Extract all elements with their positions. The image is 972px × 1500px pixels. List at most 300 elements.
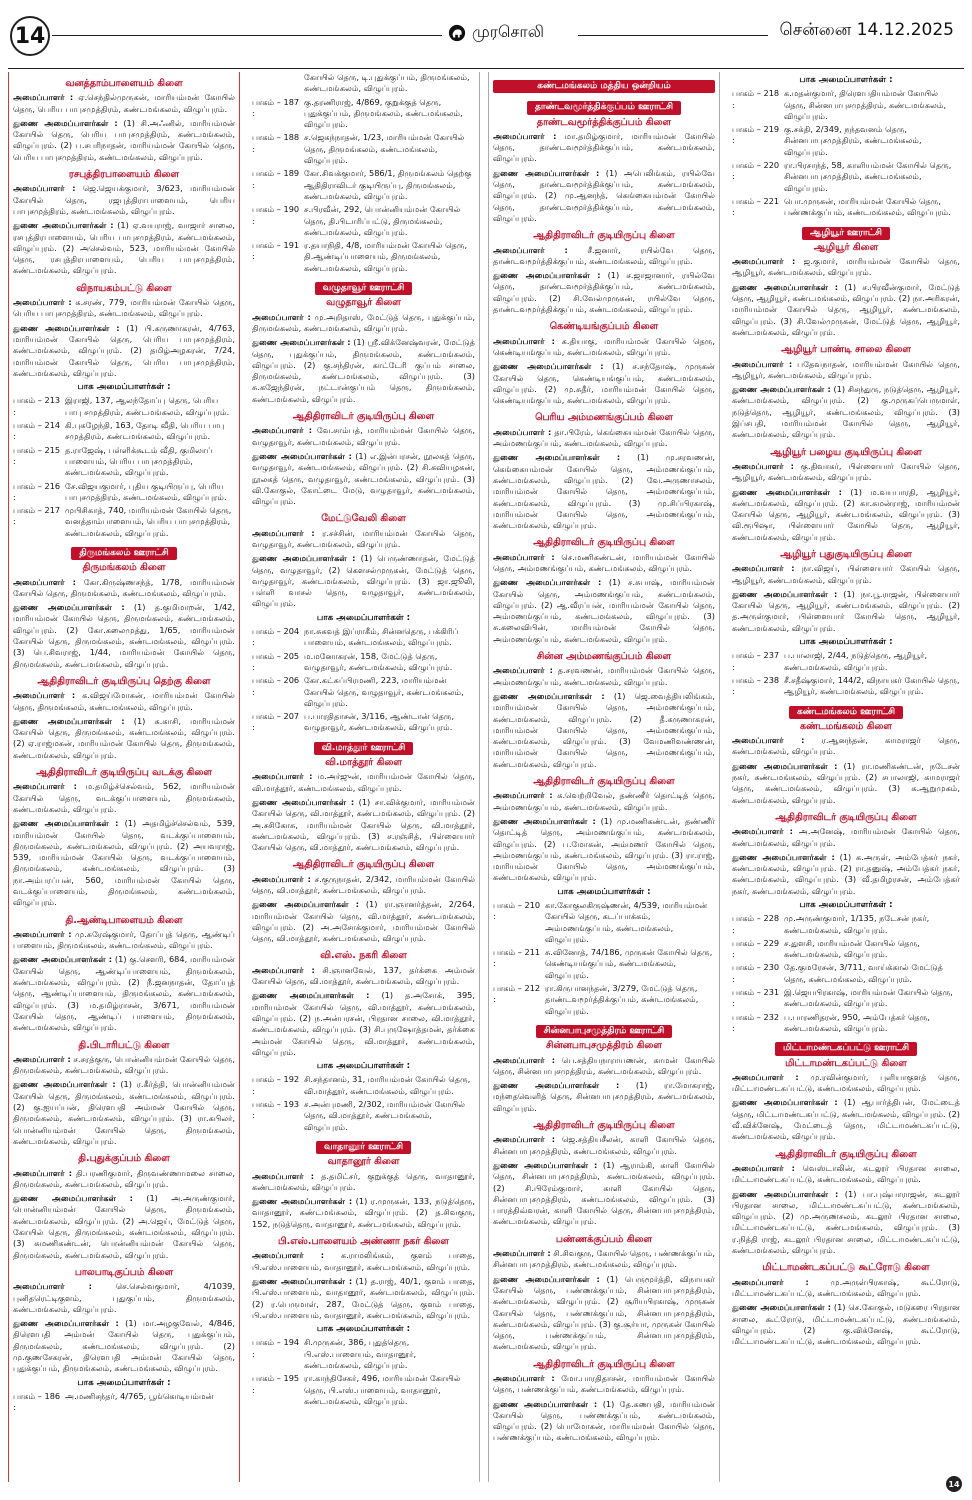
- organiser-details: (1) த.ராஜ், 40/1, குளம் பாதை, பி.எஸ்.பாளையம், வாதானூர், கண்டமங்கலம், விழுப்புரம். (2) ர.பெருமாள், 287, மேட்டுத் தெரு, குளம் பாதை, பி.எஸ்.பாளையம், வாதானூர், கண்டமங்கலம், விழுப்புரம்.: [252, 1275, 476, 1320]
- organiser-details: (1) நா.பூ.ராஜன், பிள்ளையார் கோயில் தெரு, ஆழியூர், கண்டமங்கலம், விழுப்புரம். (2) த.அருள்குமார், பிள்ளையார் கோயில் தெரு, ஆழியூர், கண்டமங்கலம், விழுப்புரம்.: [732, 588, 960, 633]
- organiser-details: க.வெற்றிவேல், தண்ணீர் தொட்டித் தெரு, அம்மணங்குப்பம், கண்டமங்கலம், விழுப்புரம்.: [493, 790, 715, 812]
- ward-organisers-heading: பாக அமைப்பாளர்கள் :: [316, 1324, 411, 1335]
- organiser-details: தி.பரணிகுமார், திருவண்ணாமலை சாலை, திருமங்கலம், கண்டமங்கலம், விழுப்புரம்.: [13, 1167, 235, 1189]
- role-label: துணை அமைப்பாளர்கள் :: [493, 1273, 600, 1284]
- role-label: துணை அமைப்பாளர்கள் :: [13, 117, 118, 128]
- organiser-entry: [252, 553, 475, 609]
- panchayat-banner: வழுதாவூர் ஊராட்சி: [315, 282, 413, 295]
- organiser-entry: [13, 929, 235, 952]
- role-label: துணை அமைப்பாளர்கள் :: [13, 1079, 116, 1090]
- organiser-entry: [252, 1250, 475, 1273]
- ward-number: பாகம் – 190 :: [252, 204, 300, 226]
- branch-heading: ஆதிதிராவிடர் குடியிருப்பு கிளை: [533, 1120, 675, 1132]
- role-label: அமைப்பாளர் :: [252, 527, 315, 538]
- role-label: துணை அமைப்பாளர்கள் :: [252, 553, 356, 564]
- organiser-details: மு.அறிதாஸ், மேட்டுத் தெரு, புதுக்குப்பம், திருமங்கலம், கண்டமங்கலம், விழுப்புரம்.: [252, 311, 475, 333]
- organiser-details: (1) சி.அஃனில், மாரியம்மன் கோயில் தெரு, பெரிய பாபுசமுத்திரம், கண்டமங்கலம், விழுப்புரம். (2) ப.சபரிநாதன், மாரியம்மன் கோயில் தெரு, பெரிய பாபுசமுத்திரம், கண்டமங்கலம், விழுப்புரம்.: [13, 117, 236, 162]
- organiser-entry: [732, 735, 960, 758]
- organiser-details: (1) மா.அழகுவேல், 4/846, திரௌபதி அம்மன் கோயில் தெரு, புதுக்குப்பம், திருமங்கலம், கண்டமங்கலம், விழுப்புரம். (2) மு.குணசேகரன், திரௌபதி அம்மன் கோயில் தெரு, புதுக்குப்பம், திருமங்கலம், கண்டமங்கலம், விழுப்புரம்.: [13, 1318, 235, 1374]
- panchayat-banner: கண்டமங்கலம் மத்திய ஒன்றியம்: [493, 80, 715, 93]
- organiser-entry: [493, 1274, 715, 1353]
- organiser-entry: [493, 452, 715, 531]
- branch-heading: ஆதிதிராவிடர் குடியிருப்பு வடக்கு கிளை: [36, 767, 212, 779]
- organiser-entry: [493, 691, 715, 770]
- organiser-entry: [13, 781, 235, 815]
- branch-heading: ஆதிதிராவிடர் குடியிருப்பு கிளை: [775, 1148, 917, 1160]
- ward-details: கி.புகழேந்தி, 163, தோடி வீதி, பெரிய பாபு சமுத்திரம், கண்டமங்கலம், விழுப்புரம்.: [65, 420, 225, 442]
- role-label: துணை அமைப்பாளர்கள் :: [732, 851, 835, 862]
- organiser-details: க.தியாகு, மாரியம்மன் கோயில் தெரு, கெண்டியங்குப்பம், கண்டமங்கலம், விழுப்புரம்.: [493, 335, 715, 357]
- ward-number: பாகம் – 231 :: [732, 987, 780, 1009]
- ward-number: பாகம் – 204 :: [252, 626, 300, 648]
- branch-heading: வழுதாவூர் கிளை: [326, 297, 401, 309]
- organiser-details: (1) த.அசோக், 395, மாரியம்மன் கோயில் தெரு, வி.மாத்தூர், கண்டமங்கலம், விழுப்புரம். (2) ந.அன்பரசன், பிரதான சாலை, வி.மாத்தூர், கண்டமங்கலம், விழுப்புரம். (3) சி.புருஷோத்தமன், தர்க்கை அம்மன் கோயில் தெரு, வி.மாத்தூர், கண்டமங்கலம், விழுப்புரம்.: [252, 990, 475, 1057]
- branch-heading: ஆழியூர் கிளை: [813, 241, 879, 253]
- ward-details: இ.ஜெயபிரகாஷ், மாரியம்மன் கோயில் தெரு, கண்டமங்கலம், விழுப்புரம்.: [784, 987, 953, 1009]
- role-label: துணை அமைப்பாளர்கள் :: [13, 954, 113, 965]
- ward-number: பாகம் – 238 :: [732, 674, 780, 697]
- organiser-entry: [493, 1080, 715, 1114]
- ward-number: பாகம் – 191 :: [252, 240, 300, 262]
- ward-details: ச.துளசி, மாரியம்மன் கோயில் தெரு, கண்டமங்கலம், விழுப்புரம்.: [784, 937, 920, 960]
- organiser-details: (1) ச.பிரவீன்குமார், மேட்டுத் தெரு, ஆழியூர், கண்டமங்கலம், விழுப்புரம். (2) நா.அரிகரன், மாரியம்மன் கோயில் தெரு, ஆழியூர், கண்டமங்கலம், விழுப்புரம். (3) சி.வேல்முருகன், மேட்டுத் தெரு, ஆழியூர், கண்டமங்கலம், விழுப்புரம்.: [732, 281, 960, 337]
- role-label: அமைப்பாளர் :: [493, 1248, 551, 1259]
- organiser-entry: [252, 451, 475, 507]
- footer-page-number: 14: [946, 1476, 962, 1492]
- organiser-details: (1) கு.செளரி, 684, மாரியம்மன் கோயில் தெரு, ஆண்டிப்பாளையம், திருமங்கலம், கண்டமங்கலம், விழுப்புரம். (2) நீ.ஜனநாதன், தோப்புத் தெரு, ஆண்டிப்பாளையம், திருமங்கலம், கண்டமங்கலம், விழுப்புரம். (3) ம.தமிழ்ராசன், 3/671, மாரியம்மன் கோயில் தெரு, ஆண்டிப் பாளையம், திருமங்கலம், கண்டமங்கலம், விழுப்புரம்.: [13, 954, 235, 1033]
- ward-details: ரா.கிருபானந்தன், 3/279, மேட்டுத் தெரு, தாண்டவமூர்த்திக்குப்பம், கண்டமங்கலம், விழுப்புரம்.: [545, 983, 699, 1016]
- role-label: துணை அமைப்பாளர்கள் :: [493, 577, 602, 588]
- panchayat-banner: சின்னபாபுசமுத்திரம் ஊராட்சி: [536, 1025, 673, 1038]
- page-number: 14: [10, 16, 50, 56]
- role-label: அமைப்பாளர் :: [13, 928, 72, 939]
- organiser-details: த.தமிட்சர், குறுக்குத் தெரு, வாதானூர், கண்டமங்கலம், விழுப்புரம்.: [252, 1170, 475, 1192]
- ward-entry: [732, 160, 960, 194]
- organiser-details: ஜ.குமார், மாரியம்மன் கோயில் தெரு, ஆழியூர், கண்டமங்கலம், விழுப்புரம்.: [732, 256, 960, 278]
- organiser-entry: [13, 1168, 235, 1191]
- ward-details: மு.அருண்குமார், 1/135, நடேசன் நகர், கண்டமங்கலம், விழுப்புரம்.: [784, 913, 930, 935]
- ward-entry: [252, 97, 475, 131]
- role-label: அமைப்பாளர் :: [732, 1162, 795, 1173]
- role-label: அமைப்பாளர் :: [493, 426, 552, 437]
- organiser-details: (1) ம.வயபாரதி, ஆழியூர், கண்டமங்கலம், விழுப்புரம். (2) கா.சுமன்ராஜ், மாரியம்மன் கோயில் தெரு, ஆழியூர், கண்டமங்கலம், விழுப்புரம். (3) வி.ரூபிஷா, பிள்ளையார் கோயில் தெரு, ஆழியூர், கண்டமங்கலம், விழுப்புரம்.: [732, 486, 960, 542]
- branch-heading: பி.எஸ்.பாளையம் அண்ணா நகர் கிளை: [278, 1236, 449, 1248]
- organiser-details: (1) ச.சந்தோஷ், முருகன் கோயில் தெரு, கெண்டியங்குப்பம், கண்டமங்கலம், விழுப்புரம். (2) மு.சுதீர், மாரியம்மன் கோயில் தெரு, கெண்டியங்குப்பம், கண்டமங்கலம், விழுப்புரம்.: [493, 361, 716, 406]
- role-label: துணை அமைப்பாளர்கள் :: [252, 899, 359, 910]
- ward-entry: [732, 962, 960, 985]
- role-label: அமைப்பாளர் :: [13, 1281, 92, 1292]
- organiser-entry: [493, 131, 715, 165]
- role-label: துணை அமைப்பாளர்கள் :: [732, 588, 838, 599]
- role-label: துணை அமைப்பாளர்கள் :: [493, 1398, 598, 1409]
- ward-entry: [732, 88, 960, 122]
- branch-heading: திருமங்கலம் கிளை: [82, 562, 166, 574]
- ward-entry: [732, 650, 960, 673]
- organiser-entry: [13, 1281, 235, 1315]
- role-label: துணை அமைப்பாளர்கள் :: [13, 1193, 133, 1204]
- organiser-details: (1) மு.மணிகண்டன், தண்ணீர் தொட்டித் தெரு, அம்மணங்குப்பம், கண்டமங்கலம், விழுப்புரம். (2) ப.மோகன், அம்மணர் கோயில் தெரு, அம்மணங்குப்பம், கண்டமங்கலம், விழுப்புரம். (3) ரா.ராஜ், மாரியம்மன் கோயில் தெரு, அம்மணங்குப்பம், கண்டமங்கலம், விழுப்புரம்.: [493, 815, 715, 883]
- ward-number: பாகம் – 192 :: [252, 1074, 300, 1096]
- elephant-logo-icon: [448, 24, 466, 42]
- organiser-details: வே.சாம்பத், மாரியம்மன் கோயில் தெரு, வழுதாவூர், கண்டமங்கலம், விழுப்புரம்.: [252, 425, 475, 447]
- role-label: துணை அமைப்பாளர்கள் :: [493, 452, 621, 463]
- branch-heading: சின்னபாபுசமுத்திரம் கிளை: [546, 1040, 662, 1052]
- organiser-details: (1) பா.புஷ்பாராஜன், கடலூர் பிரதான சாலை, மிட்டாமண்டகப்பட்டு, கண்டமங்கலம், விழுப்புரம். (2) மு.அருணசலம், கடலூர் பிரதான சாலை, மிட்டாமண்டகப்பட்டு, கண்டமங்கலம், விழுப்புரம். (3) ர.நித்தி ராஜ், கடலூர் பிரதான சாலை, மிட்டாமண்டகப்பட்டு, கண்டமங்கலம், விழுப்புரம்.: [732, 1188, 960, 1256]
- dateline: சென்னை 14.12.2025: [779, 20, 954, 40]
- ward-organisers-heading: பாக அமைப்பாளர்கள் :: [316, 612, 411, 623]
- ward-number: பாகம் – 193 :: [252, 1099, 300, 1121]
- role-label: துணை அமைப்பாளர்கள் :: [252, 450, 352, 461]
- ward-organisers-heading: பாக அமைப்பாளர்கள் :: [316, 1061, 411, 1072]
- organiser-entry: [732, 1189, 960, 1257]
- organiser-details: ச.சரத்குரு, பொன்னியம்மன் கோயில் தெரு, திருமங்கலம், கண்டமங்கலம், விழுப்புரம்.: [13, 1053, 235, 1076]
- ward-details: கா.கோகுலகிருஷ்ணன், 4/539, மாரியம்மன் கோயில் தெரு, கடப்பாக்கம், அம்மணங்குப்பம், கண்டமங்கலம், விழுப்புரம்.: [545, 900, 708, 944]
- masthead-title: முரசொலி: [472, 22, 544, 41]
- organiser-entry: [493, 1373, 715, 1396]
- organiser-entry: [732, 826, 960, 849]
- organiser-details: க.சரண், 779, மாரியம்மன் கோயில் தெரு, பெரிய பாபுசமுத்திரம், கண்டமங்கலம், விழுப்புரம்.: [13, 297, 235, 319]
- ward-number: பாகம் – 194 :: [252, 1337, 300, 1359]
- ward-number: பாகம் – 221 :: [732, 195, 780, 218]
- organiser-entry: [732, 487, 960, 543]
- organiser-entry: [732, 384, 960, 440]
- organiser-details: (1) பெருண்ணாதன், மேட்டுத் தெரு, வழுதாவூர், (2) கெளசல்முருகன், மேட்டுத் தெரு, வழுதாவூர், கண்டமங்கலம், விழுப்புரம். (3) ஜா.ஜூலி, பள்ளி வாசல் தெரு, வழுதாவூர், கண்டமங்கலம், விழுப்புரம்.: [252, 553, 475, 609]
- role-label: துணை அமைப்பாளர்கள் :: [732, 486, 842, 497]
- ward-details: சி.சந்தானம், 31, மாரியம்மன் கோயில் தெரு, வி.மாத்தூர், கண்டமங்கலம், விழுப்புரம்.: [304, 1074, 471, 1096]
- organiser-entry: [732, 589, 960, 634]
- organiser-details: க.ராமலிங்கம், குளம் பாதை, பி.எஸ்.பாளையம், வாதானூர், கண்டமங்கலம், விழுப்புரம்.: [252, 1250, 475, 1272]
- branch-heading: வி.எஸ். நகரி கிளை: [320, 950, 407, 962]
- organiser-details: (1) ஸ்ரீ.விக்னேஷ்வரன், மேட்டுத் தெரு, புதுக்குப்பம், திருமங்கலம், கண்டமங்கலம், விழுப்புரம். (2) கு.சந்திரன், காட்டேரி குப்பம் சாலை, திருமங்கலம், கண்டமங்கலம், விழுப்புரம். (3) சு.கஜேந்திரன், நட்டான்குப்பம் தெரு, திருமங்கலம், கண்டமங்கலம், விழுப்புரம்.: [252, 337, 475, 404]
- ward-details: த.ராஜேஷ், பள்ளிக்கூடம் வீதி, குமிலாப் பாளையம், பெரிய பாபுசமுத்திரம், கண்டமங்கலம், விழுப்புரம்.: [65, 444, 213, 478]
- organiser-entry: [13, 118, 235, 163]
- ward-details: கு.தரணிராஜ், 4/869, குறுக்குத் தெரு, புதுக்குப்பம், திருமங்கலம், கண்டமங்கலம், விழுப்புரம்.: [304, 96, 463, 130]
- role-label: அமைப்பாளர் :: [493, 790, 553, 801]
- ward-organisers-heading: பாக அமைப்பாளர்கள் :: [77, 382, 171, 393]
- organiser-entry: [252, 1276, 475, 1321]
- role-label: துணை அமைப்பாளர்கள் :: [732, 760, 838, 771]
- organiser-entry: [732, 1163, 960, 1186]
- organiser-entry: [13, 220, 235, 276]
- organiser-details: சீ.ஜனார், ரயில்வே தெரு, தாண்டவமூர்த்திக்குப்பம், கண்டமங்கலம், விழுப்புரம்.: [493, 244, 715, 266]
- role-label: அமைப்பாளர் :: [252, 425, 313, 436]
- ward-number: பாகம் – 188 :: [252, 132, 300, 154]
- organiser-details: தா.பிரேம், கெங்கையம்மன் கோயில் தெரு, அம்மணங்குப்பம், கண்டமங்கலம், விழுப்புரம்.: [493, 426, 715, 449]
- organiser-entry: [493, 336, 715, 359]
- role-label: அமைப்பாளர் :: [13, 183, 76, 194]
- role-label: அமைப்பாளர் :: [493, 665, 553, 676]
- ward-entry: [732, 196, 960, 219]
- organiser-entry: [13, 954, 235, 1033]
- ward-organisers-heading: பாக அமைப்பாளர்கள் :: [77, 1377, 171, 1388]
- column-4: [728, 72, 964, 1482]
- panchayat-banner: கண்டமங்கலம் ஊராட்சி: [789, 706, 903, 719]
- branch-heading: ஆழியூர் பாண்டி சாலை கிளை: [781, 344, 911, 356]
- branch-heading: பெரிய அம்மணங்குப்பம் கிளை: [535, 412, 673, 424]
- organiser-details: செ.செல்வகுமார், 4/1039, புனிதரெட்டிகுளம், புதுகுப்பம், திருமங்கலம், கண்டமங்கலம், விழுப்புரம்.: [13, 1281, 235, 1314]
- organiser-details: (1) சிசந்துரு, நடுத்தெரு, ஆழியூர், கண்டமங்கலம், விழுப்புரம். (2) கு.முருகப்பெருமாள், நடுத்தெரு, ஆழியூர், கண்டமங்கலம், விழுப்புரம். (3) இப்சபதி, மாரியம்மன் கோயில் தெரு, ஆழியூர், கண்டமங்கலம், விழுப்புரம்.: [732, 384, 960, 440]
- role-label: துணை அமைப்பாளர்கள் :: [493, 1080, 620, 1091]
- branch-heading: ஆதிதிராவிடர் குடியிருப்பு கிளை: [292, 859, 435, 871]
- branch-heading: ஆழியூர் புதுகுடியிருப்பு கிளை: [780, 548, 912, 560]
- role-label: அமைப்பாளர் :: [252, 771, 313, 782]
- role-label: துணை அமைப்பாளர்கள் :: [252, 796, 355, 807]
- header-rule-right: [578, 35, 768, 36]
- role-label: துணை அமைப்பாளர்கள் :: [13, 715, 125, 726]
- masthead: [448, 22, 544, 43]
- organiser-entry: [13, 818, 235, 908]
- role-label: துணை அமைப்பாளர்கள் :: [732, 384, 831, 395]
- header-rule-left: [52, 35, 442, 36]
- column-3: [488, 72, 720, 1482]
- ward-details: ச.ஜெகந்நாதன், 1/23, மாரியம்மன் கோயில் தெரு, திருமங்கலம், கண்டமங்கலம், விழுப்புரம்.: [304, 132, 465, 166]
- organiser-details: மோ.பாரதிதாசன், மாரியம்மன் கோயில் தெரு, பண்ணக்குப்பம், கண்டமங்கலம், விழுப்புரம்.: [493, 1372, 715, 1395]
- branch-heading: ஆதிதிராவிடர் குடியிருப்பு கிளை: [292, 411, 435, 423]
- organiser-details: (1) த.குமிமாறன், 1/42, மாரியம்மன் கோயில் தெரு, திருமங்கலம், கண்டமங்கலம், விழுப்புரம். (2) கோ.கலைமுத்து, 1/65, மாரியம்மன் கோயில் தெரு, திருமங்கலம், கண்டமங்கலம், விழுப்புரம். (3) பெ.சிவராஜ், 1/44, மாரியம்மன் கோயில் தெரு, திருமங்கலம், கண்டமங்கலம், விழுப்புரம்.: [13, 602, 235, 669]
- role-label: அமைப்பாளர் :: [252, 964, 315, 975]
- branch-heading: கண்டமங்கலம் கிளை: [800, 720, 892, 732]
- organiser-entry: [732, 1097, 960, 1142]
- organiser-entry: [252, 1171, 475, 1194]
- organiser-entry: [732, 461, 960, 484]
- organiser-details: மா.தமிழ்குமார், மாரியம்மன் கோயில் தெரு, தாண்டவமூர்த்திக்குப்பம், கண்டமங்கலம், விழுப்புரம்.: [493, 130, 715, 164]
- organiser-entry: [252, 1196, 475, 1230]
- ward-entry: [13, 420, 235, 443]
- ward-entry: [252, 1099, 475, 1133]
- organiser-entry: [13, 183, 235, 217]
- ward-entry: [493, 983, 715, 1017]
- ward-details: ச.பிரவீன், 292, பொன்னியம்மன் கோயில் தெரு, தி.பிடாரிப்பட்டு, திருமங்கலம், கண்டமங்கலம், விழுப்புரம்.: [304, 204, 461, 237]
- organiser-details: (1) செ.கோகுல், மடுகரை பிரதான சாலை, கூட்ரோடு, மிட்டாமண்டகப்பட்டு, கண்டமங்கலம், விழுப்புரம். (2) கு.விக்னேஷ், கூட்ரோடு, மிட்டாமண்டகப்பட்டு, கண்டமங்கலம், விழுப்புரம்.: [732, 1302, 960, 1347]
- branch-heading: தி.பிடாரிபட்டு கிளை: [78, 1039, 170, 1051]
- organiser-entry: [493, 1160, 715, 1228]
- organiser-entry: [13, 602, 235, 670]
- branch-heading: ஆழியூர் பழைய குடியிருப்பு கிளை: [770, 446, 922, 458]
- organiser-entry: [252, 899, 475, 944]
- ward-entry: [252, 1373, 475, 1407]
- organiser-details: ர.ஆனந்தன், காமராஜர் தெரு, கண்டமங்கலம், விழுப்புரம்.: [732, 735, 960, 757]
- organiser-details: (1) ரா.மணிகண்டன், நடேசன் நகர், கண்டமங்கலம், விழுப்புரம். (2) சபாலாஜி, காமராஜர் தெரு, கண்டமங்கலம், விழுப்புரம். (3) சு.ஆறுமுகம், கண்டமங்கலம், விழுப்புரம்.: [732, 760, 960, 805]
- branch-heading: வனத்தாம்பாளையம் கிளை: [65, 78, 183, 89]
- organiser-details: (1) அதமிழ்ச்செல்வம், 539, மாரியம்மன் கோயில் தெரு, வடக்குப்பாளையம், திருமங்கலம், கண்டமங்கலம், விழுப்புரம். (2) அயவராஜ், 539, மாரியம்மன் கோயில் தெரு, வடக்குப்பாளையம், திருமங்கலம், கண்டமங்கலம், விழுப்புரம். (3) நா.அம்பரப்பன், 560, மாரியம்மன் கோயில் தெரு, வடக்குப்பாளையம், திருமங்கலம், கண்டமங்கலம், விழுப்புரம்.: [13, 818, 235, 908]
- ward-organisers-heading: பாக அமைப்பாளர்கள் :: [799, 900, 893, 910]
- panchayat-banner: ஆழியூர் ஊராட்சி: [802, 227, 890, 240]
- branch-heading: ஆதிதிராவிடர் குடியிருப்பு தெற்கு கிளை: [37, 675, 211, 687]
- ward-entry: [732, 675, 960, 698]
- organiser-entry: [493, 1134, 715, 1157]
- organiser-details: மு.ரவின்குமார், புளியாகுளத் தெரு, மிட்டாமண்டகப்பட்டு, கண்டமங்கலம், விழுப்புரம்.: [732, 1071, 960, 1094]
- ward-details: ப.பாரணிதரன், 950, அம்பேத்கர் தெரு, கண்டமங்கலம், விழுப்புரம்.: [784, 1011, 930, 1033]
- ward-number: பாகம் – 195 :: [252, 1373, 300, 1395]
- organiser-entry: [13, 690, 235, 713]
- ward-entry: [13, 445, 235, 479]
- ward-details: சி.முருகன், 386, புதுத்தெரு, பி.எஸ்.பாளையம், வாதானூர், கண்டமங்கலம், விழுப்புரம்.: [304, 1337, 417, 1370]
- role-label: அமைப்பாளர் :: [252, 1250, 325, 1261]
- role-label: அமைப்பாளர் :: [732, 563, 795, 574]
- role-label: துணை அமைப்பாளர்கள் :: [252, 990, 370, 1001]
- ward-details: அ.மணிசந்தர், 4/765, பூங்கொடியம்மன்: [65, 1390, 214, 1401]
- branch-heading: தாண்டவமூர்த்திக்குப்பம் கிளை: [536, 116, 672, 128]
- organiser-entry: [493, 1248, 715, 1271]
- branch-heading: ஆதிதிராவிடர் குடியிருப்பு கிளை: [533, 537, 675, 549]
- organiser-entry: [493, 168, 715, 224]
- organiser-entry: [732, 761, 960, 806]
- branch-heading: வாதானூர் கிளை: [327, 1156, 400, 1168]
- organiser-entry: [493, 270, 715, 315]
- ward-details: கோயில் தெரு, டி.புதுக்குப்பம், திருமங்கலம், கண்டமங்கலம், விழுப்புரம்.: [304, 72, 470, 94]
- organiser-entry: [493, 577, 715, 645]
- ward-details: ப.பாலாஜி, 2/44, நடுத்தெரு, ஆழியூர், கண்டமங்கலம், விழுப்புரம்.: [784, 650, 928, 672]
- ward-entry: [252, 132, 475, 166]
- ward-details: ம.மனோகரன், 158, மேட்டுத் தெரு, வழுதாவூர், கண்டமங்கலம், விழுப்புரம்.: [304, 650, 453, 672]
- branch-heading: ஆதிதிராவிடர் குடியிருப்பு கிளை: [533, 776, 675, 788]
- ward-entry: [493, 947, 715, 981]
- organiser-entry: [13, 1193, 235, 1261]
- organiser-entry: [732, 256, 960, 279]
- organiser-entry: [13, 1054, 235, 1077]
- role-label: அமைப்பாளர் :: [493, 1134, 556, 1145]
- ward-number: பாகம் – 206 :: [252, 675, 300, 697]
- ward-number: பாகம் – 229 :: [732, 937, 780, 960]
- role-label: துணை அமைப்பாளர்கள் :: [252, 1196, 353, 1207]
- organiser-details: ம.அர்ஜுன், மாரியம்மன் கோயில் தெரு, வி.மாத்தூர், கண்டமங்கலம், விழுப்புரம்.: [252, 771, 475, 793]
- role-label: அமைப்பாளர் :: [493, 1372, 555, 1383]
- role-label: துணை அமைப்பாளர்கள் :: [732, 1302, 832, 1313]
- organiser-details: சி.சிவகுரு, கோயில் தெரு, பண்ணக்குப்பம், சின்னபாபுசமுத்திரம், கண்டமங்கலம், விழுப்புரம்.: [493, 1248, 715, 1270]
- branch-heading: ஆதிதிராவிடர் குடியிருப்பு கிளை: [533, 230, 675, 242]
- organiser-details: (1) ரா.ஞானர்த்தன், 2/264, மாரியம்மன் கோயில் தெரு, வி.மாத்தூர், கண்டமங்கலம், விழுப்புரம். (2) அ.அசோக்குமார், மாரியம்மன் கோயில் தெரு, வி.மாத்தூர், கண்டமங்கலம், விழுப்புரம்.: [252, 899, 475, 944]
- organiser-entry: [252, 965, 475, 988]
- ward-details: ர.தயாநிதி, 4/8, மாரியம்மன் கோயில் தெரு, தி.ஆண்டிப்பாளையம், திருமங்கலம், கண்டமங்கலம், விழுப்புரம்.: [304, 240, 468, 273]
- ward-entry: [493, 900, 715, 945]
- branch-heading: வி.மாத்தூர் கிளை: [325, 757, 402, 769]
- role-label: துணை அமைப்பாளர்கள் :: [732, 1097, 838, 1108]
- ward-details: ரா.பிரசாந்த், 58, காளியம்மன் கோயில் தெரு, சின்னபாபுசமுத்திரம், கண்டமங்கலம், விழுப்புரம்.: [784, 160, 952, 193]
- ward-number: பாகம் – 207 :: [252, 711, 300, 733]
- organiser-details: அ.அனேஷ், மாரியம்மன் கோயில் தெரு, கண்டமங்கலம், விழுப்புரம்.: [732, 826, 960, 848]
- organiser-details: மு.அருள்பிரகாஷ், கூட்ரோடு, மிட்டாமண்டகப்பட்டு, கண்டமங்கலம், விழுப்புரம்.: [732, 1276, 960, 1298]
- organiser-entry: [732, 563, 960, 586]
- ward-entry: [13, 505, 235, 539]
- ward-entry: [252, 72, 475, 95]
- ward-number: [252, 72, 304, 95]
- role-label: துணை அமைப்பாளர்கள் :: [13, 602, 125, 613]
- organiser-details: கோ.கிருஷ்ணசந்த், 1/78, மாரியம்மன் கோயில் தெரு, திருமங்கலம், கண்டமங்கலம், விழுப்புரம்.: [13, 576, 235, 598]
- organiser-entry: [732, 1302, 960, 1347]
- organiser-entry: [732, 852, 960, 897]
- organiser-details: (1) ர.கீர்த்தி, பொன்னியம்மன் கோயில் தெரு, திருமங்கலம், கண்டமங்கலம், விழுப்புரம். (2) கு.ஐயப்பன், திரௌபதி அம்மன் கோயில் தெரு, திருமங்கலம், கண்டமங்கலம், விழுப்புரம். (3) ரா.கபிலர், பொன்னியம்மன் கோயில் தெரு, திருமங்கலம், கண்டமங்கலம், விழுப்புரம்.: [13, 1079, 235, 1146]
- page-header: [8, 6, 964, 69]
- role-label: துணை அமைப்பாளர்கள் :: [252, 1275, 353, 1286]
- ward-entry: [252, 626, 475, 649]
- ward-entry: [252, 204, 475, 238]
- ward-number: பாகம் – 187 :: [252, 96, 300, 118]
- ward-entry: [252, 651, 475, 674]
- organiser-entry: [13, 716, 235, 761]
- column-1: [8, 72, 240, 1482]
- role-label: அமைப்பாளர் :: [493, 244, 568, 255]
- organiser-details: (1) க.காசி, மாரியம்மன் கோயில் தெரு, திருமங்கலம், கண்டமங்கலம், விழுப்புரம். (2) ஏ.ராஜ்மகன், மாரியம்மன் கோயில் தெரு, திருமங்கலம், கண்டமங்கலம், விழுப்புரம்.: [13, 715, 235, 760]
- ward-details: சீ.சதீஷ்குமார், 144/2, விநாயகர் கோயில் தெரு, ஆழியூர், கண்டமங்கலம், விழுப்புரம்.: [784, 674, 960, 697]
- role-label: துணை அமைப்பாளர்கள் :: [493, 690, 605, 701]
- ward-number: பாகம் – 210 :: [493, 900, 541, 922]
- ward-entry: [252, 240, 475, 274]
- organiser-entry: [252, 797, 475, 853]
- role-label: துணை அமைப்பாளர்கள் :: [493, 270, 601, 281]
- organiser-details: (1) ச.சுபாஷ், மாரியம்மன் கோயில் தெரு, அம்மணங்குப்பம், கண்டமங்கலம், விழுப்புரம். (2) ஆ.வீரப்பன், மாரியம்மன் கோயில் தெரு, அம்மணங்குப்பம், கண்டமங்கலம், விழுப்புரம். (3) சு.கலைவிபின், மாரியம்மன் கோயில் தெரு, அம்மணங்குப்பம், கண்டமங்கலம், விழுப்புரம்.: [493, 577, 715, 644]
- role-label: அமைப்பாளர் :: [493, 1054, 555, 1065]
- panchayat-banner: தாண்டவமூர்த்திக்குப்பம் ஊராட்சி: [527, 101, 681, 114]
- ward-details: க.மதன்குமார், திரௌபதியம்மன் கோயில் தெரு, சின்னபாபுசமுத்திரம், கண்டமங்கலம், விழுப்புரம்.: [784, 88, 947, 121]
- ward-details: ப.பாரதிதாசன், 3/116, ஆண்டான் தெரு, வழுதாவூர், கண்டமங்கலம், விழுப்புரம்.: [304, 711, 455, 733]
- branch-heading: சின்ன அம்மணங்குப்பம் கிளை: [536, 651, 672, 663]
- role-label: அமைப்பாளர் :: [13, 92, 74, 103]
- organiser-entry: [252, 771, 475, 794]
- ward-number: பாகம் – 205 :: [252, 650, 300, 672]
- organiser-details: ம.தமிழ்ச்செல்வம், 562, மாரியம்மன் கோயில் தெரு, வடக்குப்பாளையம், திருமங்கலம், கண்டமங்கலம், விழுப்புரம்.: [13, 781, 235, 814]
- ward-number: பாகம் – 215 :: [13, 444, 61, 466]
- organiser-entry: [493, 552, 715, 575]
- organiser-details: த.சரவணன், மாரியம்மன் கோயில் தெரு, அம்மணங்குப்பம், கண்டமங்கலம், விழுப்புரம்.: [493, 665, 715, 687]
- role-label: துணை அமைப்பாளர்கள் :: [493, 815, 596, 826]
- role-label: அமைப்பாளர் :: [732, 826, 793, 837]
- organiser-details: க.விஜய்மோகன், மாரியம்மன் கோயில் தெரு, திருமங்கலம், கண்டமங்கலம், விழுப்புரம்.: [13, 690, 235, 712]
- branch-heading: விநாயகம்பட்டு கிளை: [76, 282, 172, 294]
- ward-entry: [732, 124, 960, 158]
- organiser-details: ஜெ.ஜெயக்குமார், 3/623, மாரியம்மன் கோயில் தெரு, ரஜபுத்திராபாளையம், பெரிய பாபுசமுத்திரம், கண்டமங்கலம், விழுப்புரம்.: [13, 183, 235, 216]
- organiser-details: (1) அ.அருண்குமார், பொன்னியம்மன் கோயில் தெரு, திருமங்கலம், கண்டமங்கலம், விழுப்புரம். (2) அ.ஜெய், மேட்டுத் தெரு, கோயில் தெரு, திருமங்கலம், கண்டமங்கலம், விழுப்புரம். (3) சுமணிகண்டன், பொன்னியம்மன் கோயில் தெரு, திருமங்கலம், கண்டமங்கலம், விழுப்புரம்.: [13, 1193, 235, 1260]
- branch-heading: கெண்டியங்குப்பம் கிளை: [549, 321, 659, 333]
- ward-details: நா.சுகவத் இப்ராகீம், சின்னதெரு, பக்கிரிப் பாளையம், கண்டமங்கலம், விழுப்புரம்.: [304, 626, 459, 648]
- ward-entry: [732, 913, 960, 936]
- panchayat-banner: வாதானூர் ஊராட்சி: [316, 1141, 411, 1154]
- organiser-details: வெஸ்டாலின், கடலூர் பிரதான சாலை, மிட்டாமண்டகப்பட்டு, கண்டமங்கலம், விழுப்புரம்.: [732, 1162, 960, 1185]
- branch-heading: தி.ஆண்டிபாளையம் கிளை: [65, 914, 183, 926]
- role-label: துணை அமைப்பாளர்கள் :: [493, 361, 604, 372]
- ward-entry: [252, 1337, 475, 1371]
- role-label: அமைப்பாளர் :: [732, 1071, 799, 1082]
- organiser-entry: [13, 92, 235, 115]
- role-label: துணை அமைப்பாளர்கள் :: [13, 220, 114, 231]
- organiser-entry: [13, 1318, 235, 1374]
- organiser-details: பதேவநாதன், மாரியம்மன் கோயில் தெரு, ஆழியூர், கண்டமங்கலம், விழுப்புரம்.: [732, 358, 960, 380]
- ward-details: முபிசிகாத், 740, மாரியம்மன் கோயில் தெரு, வனத்தாம்பாளையம், பெரிய பாபுசமுத்திரம், கண்டமங்கலம், விழுப்புரம்.: [65, 505, 232, 538]
- organiser-details: (1) ர.முருகன், 133, நடுத்தெரு, வாதானூர், கண்டமங்கலம், விழுப்புரம். (2) த.சிவகுரு, 152, நடுத்தெரு, வாதானூர், கண்டமங்கலம், விழுப்புரம்.: [252, 1196, 475, 1229]
- organiser-entry: [493, 427, 715, 450]
- ward-entry: [252, 1074, 475, 1097]
- organiser-details: ஜெ.சத்தியசீலன், காளி கோயில் தெரு, சின்னபாபுசமுத்திரம், கண்டமங்கலம், விழுப்புரம்.: [493, 1134, 715, 1156]
- role-label: துணை அமைப்பாளர்கள் :: [252, 337, 351, 348]
- organiser-details: கு.திவாகர், பிள்ளையார் கோயில் தெரு, ஆழியூர், கண்டமங்கலம், விழுப்புரம்.: [732, 460, 960, 483]
- role-label: அமைப்பாளர் :: [493, 130, 557, 141]
- organiser-details: செ.மணிகண்டன், மாரியம்மன் கோயில் தெரு, அம்மணங்குப்பம், கண்டமங்கலம், விழுப்புரம்.: [493, 551, 715, 573]
- ward-number: பாகம் – 219 :: [732, 124, 780, 146]
- role-label: அமைப்பாளர் :: [252, 1170, 315, 1181]
- role-label: துணை அமைப்பாளர்கள் :: [493, 1159, 598, 1170]
- ward-number: பாகம் – 214 :: [13, 420, 61, 442]
- branch-heading: பண்ணக்குப்பம் கிளை: [555, 1233, 653, 1245]
- panchayat-banner: திருமங்கலம் ஊராட்சி: [71, 547, 176, 560]
- role-label: அமைப்பாளர் :: [732, 1276, 809, 1287]
- ward-details: கு.சக்தி, 2/349, நந்தவனம் தெரு, சின்னபாபுசமுத்திரம், கண்டமங்கலம், விழுப்புரம்.: [784, 124, 922, 157]
- ward-details: கோ.சிவக்குமார், 586/1, திருமங்கலம் தெற்கு ஆதிதிராவிடர் குடியிருப்பு, திருமங்கலம், கண்டமங்கலம், விழுப்புரம்.: [304, 168, 472, 201]
- role-label: அமைப்பாளர் :: [732, 735, 805, 746]
- organiser-entry: [732, 1277, 960, 1300]
- organiser-entry: [493, 1399, 715, 1444]
- ward-details: சு.வினோத், 74/186, முருகன் கோயில் தெரு, கெண்டியங்குப்பம், கண்டமங்கலம், விழுப்புரம்.: [545, 947, 713, 980]
- role-label: துணை அமைப்பாளர்கள் :: [732, 1188, 839, 1199]
- branch-heading: மிட்டாமண்டகப்பட்டு கிளை: [785, 1057, 907, 1069]
